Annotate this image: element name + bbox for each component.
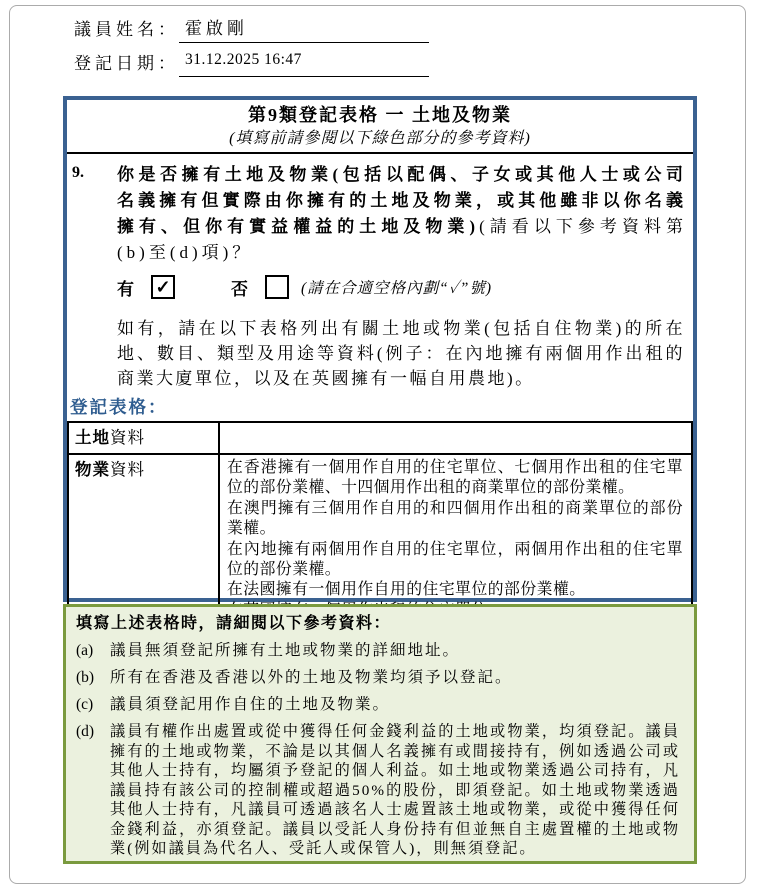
form-subtitle: (填寫前請參閱以下綠色部分的參考資料) (229, 130, 531, 147)
registration-date-row (74, 49, 429, 77)
reference-item-text: 議員無須登記所擁有土地或物業的詳細地址。 (110, 642, 461, 659)
answer-row (117, 274, 693, 300)
checkmark-icon: ✓ (155, 276, 171, 297)
question-text (117, 162, 687, 266)
registration-date-label: 登記日期： (74, 54, 179, 73)
property-entry: 在法國擁有一個用作自用的住宅單位的部份業權。 (227, 581, 586, 599)
question-9 (72, 162, 687, 266)
reference-item-d (74, 722, 684, 859)
reference-item-text: 所有在香港及香港以外的土地及物業均須予以登記。 (110, 669, 513, 686)
member-name-label: 議員姓名： (74, 20, 179, 39)
question-number: 9. (72, 164, 84, 181)
header-fields (74, 14, 429, 83)
reference-item-text: 議員有權作出處置或從中獲得任何金錢利益的土地或物業，均須登記。議員擁有的土地或物業，不論是以其個人名義擁有或間接持有，例如透過公司或其他人士持有，均屬須予登記的個人利益。如土地或物業透過公司持有，凡議員持有該公司的控制權或超過50%的股份，即須登記。如土地或物業透過其他人士持有，凡議員可透過該名人士處置該土地或物業，或從中獲得任何金錢利益，亦須登記。議員以受託人身份持有但並無自主處置權的土地或物業(例如議員為代名人、受託人或保管人)，則無須登記。 (110, 723, 680, 857)
property-info-label: 物業資料 (68, 454, 219, 625)
title-divider (67, 152, 693, 154)
checkbox-note: (請在合適空格內劃“✓”號) (301, 280, 493, 297)
registration-table (67, 421, 693, 626)
reference-item-b (74, 668, 684, 688)
member-name-value: 霍啟剛 (179, 14, 429, 43)
reference-item-text: 議員須登記用作自住的土地及物業。 (110, 696, 391, 713)
registration-form-box (63, 96, 697, 602)
table-row-property (68, 454, 692, 625)
table-row-land (68, 422, 692, 454)
yes-label: 有 (117, 279, 135, 299)
question-text-bold: 你是否擁有土地及物業(包括以配偶、子女或其他人士或公司名義擁有但實際由你擁有的土地及物業，或其他雖非以你名義擁有、但你有實益權益的土地及物業) (117, 165, 687, 236)
reference-header: 填寫上述表格時，請細閱以下參考資料： (76, 615, 392, 632)
reference-item-label: (c) (76, 696, 94, 713)
registration-date-value: 31.12.2025 16:47 (179, 51, 429, 77)
reference-item-label: (d) (76, 723, 95, 740)
reference-item-a (74, 641, 684, 661)
question-text-note: (請看以下參考資料第(b)至(d)項)？ (117, 217, 687, 262)
registration-table-label: 登記表格： (70, 397, 168, 417)
reference-notes-box (63, 604, 697, 864)
land-info-label: 土地資料 (68, 422, 219, 454)
no-label: 否 (231, 279, 249, 299)
reference-item-c (74, 695, 684, 715)
member-name-row (74, 14, 429, 43)
property-info-value (219, 454, 692, 625)
yes-checkbox[interactable] (151, 275, 175, 299)
land-info-value (219, 422, 692, 454)
property-entry: 在香港擁有一個用作自用的住宅單位、七個用作出租的住宅單位的部份業權、十四個用作出租的商業單位的部份業權。 (227, 459, 683, 497)
reference-item-label: (a) (76, 642, 94, 659)
property-entry: 在澳門擁有三個用作自用的和四個用作出租的商業單位的部份業權。 (227, 499, 683, 538)
fill-instruction: 如有，請在以下表格列出有關土地或物業(包括自住物業)的所在地、數目、類型及用途等資料(例子：在內地擁有兩個用作出租的商業大廈單位，以及在英國擁有一幅自用農地)。 (117, 319, 685, 388)
property-entry: 在內地擁有兩個用作自用的住宅單位，兩個用作出租的住宅單位的部份業權。 (227, 540, 683, 579)
reference-item-label: (b) (76, 669, 95, 686)
no-checkbox[interactable] (265, 275, 289, 299)
form-title: 第9類登記表格 一 土地及物業 (248, 105, 512, 125)
